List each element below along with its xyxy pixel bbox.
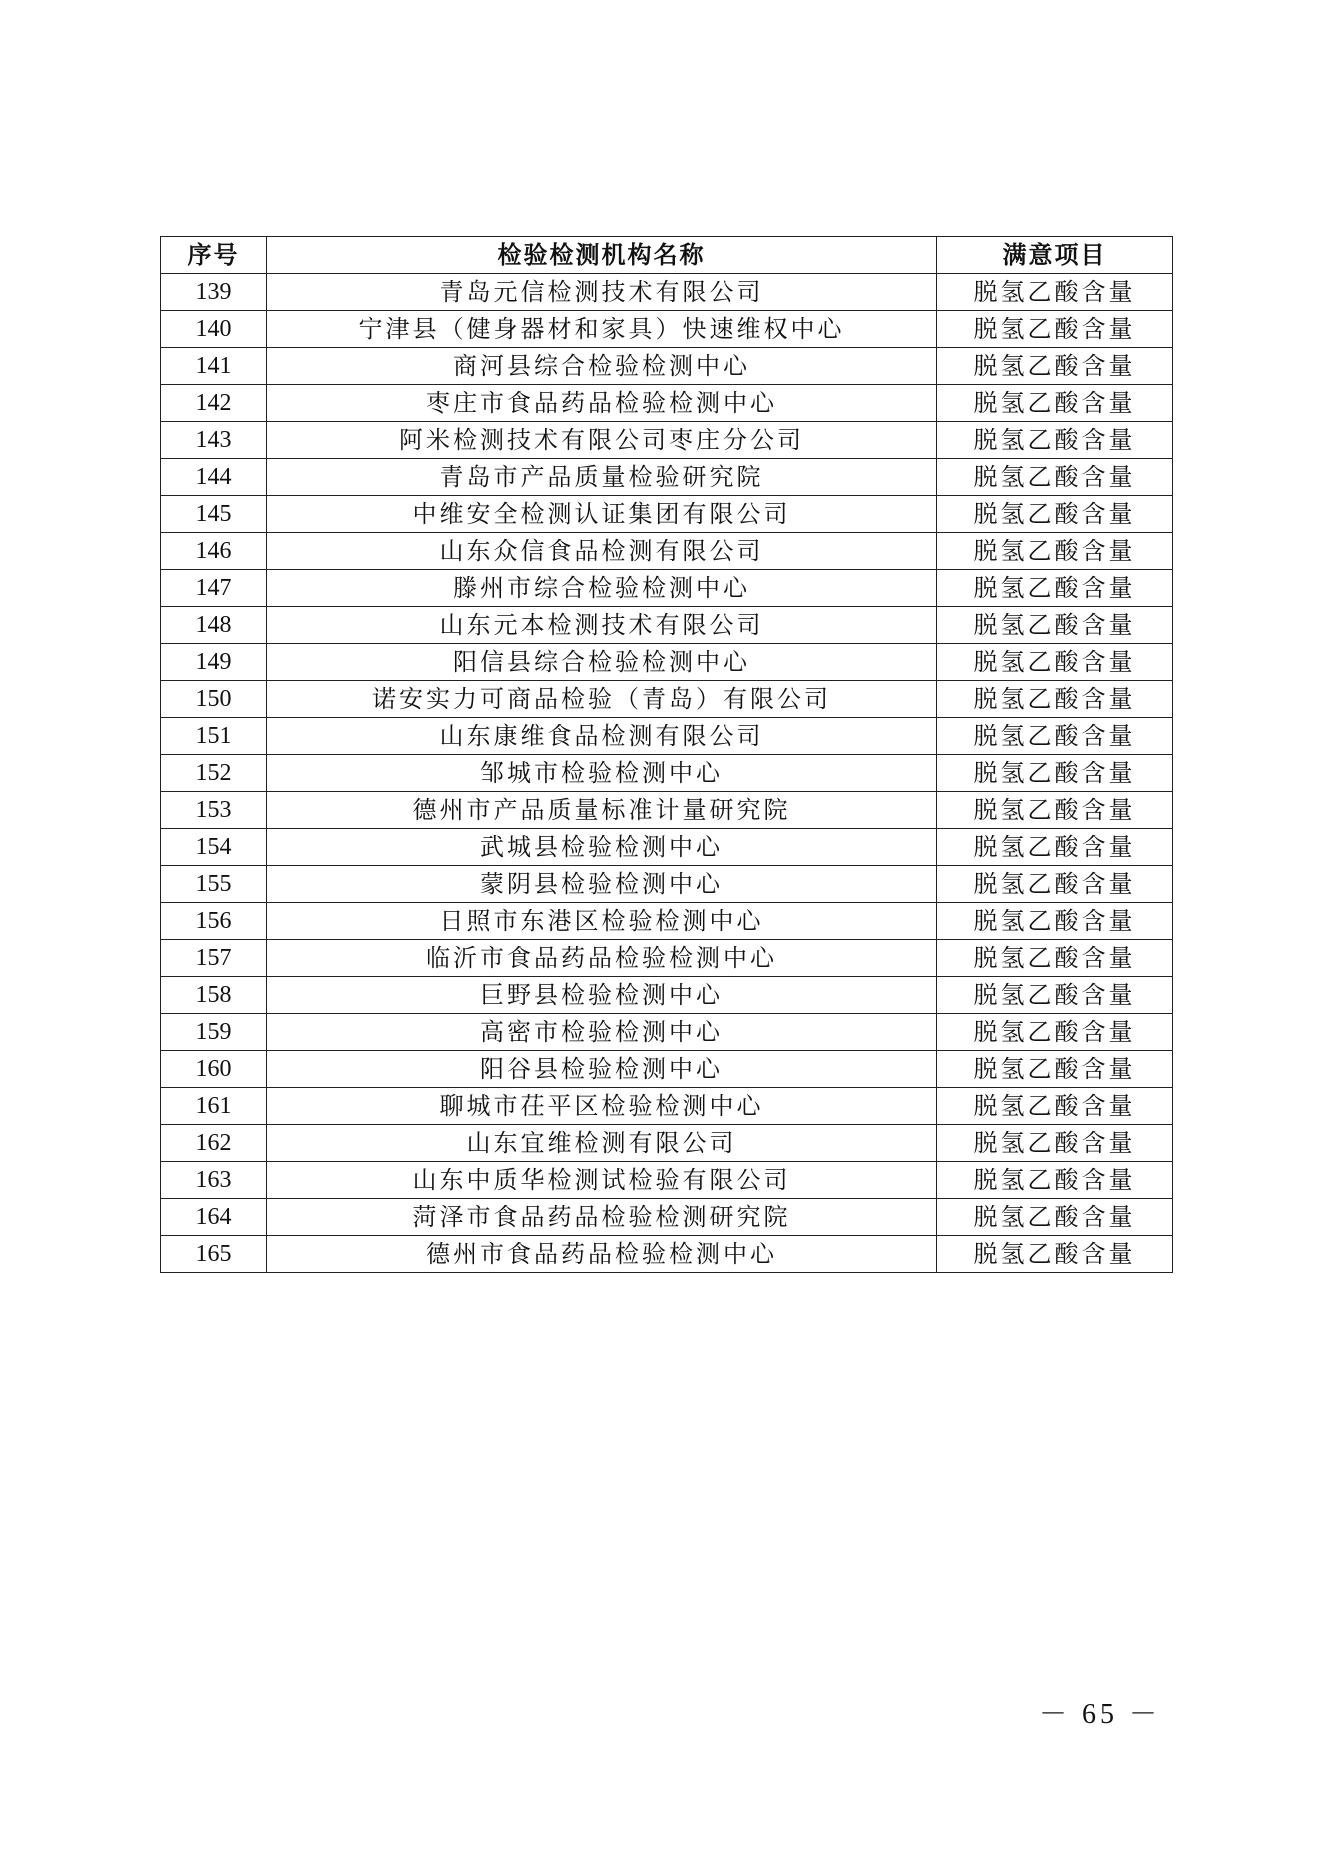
row-institution: 临沂市食品药品检验检测中心 (267, 940, 937, 977)
row-item: 脱氢乙酸含量 (937, 1051, 1173, 1088)
table-row (161, 903, 1173, 940)
row-index: 141 (161, 348, 267, 385)
row-institution: 阳谷县检验检测中心 (267, 1051, 937, 1088)
results-table (160, 236, 1173, 1273)
row-institution: 诺安实力可商品检验（青岛）有限公司 (267, 681, 937, 718)
row-institution: 邹城市检验检测中心 (267, 755, 937, 792)
row-index: 159 (161, 1014, 267, 1051)
row-institution: 山东众信食品检测有限公司 (267, 533, 937, 570)
table-row (161, 1236, 1173, 1273)
row-index: 155 (161, 866, 267, 903)
table-row (161, 1199, 1173, 1236)
row-index: 152 (161, 755, 267, 792)
row-institution: 滕州市综合检验检测中心 (267, 570, 937, 607)
row-institution: 巨野县检验检测中心 (267, 977, 937, 1014)
table-row (161, 977, 1173, 1014)
row-item: 脱氢乙酸含量 (937, 311, 1173, 348)
row-item: 脱氢乙酸含量 (937, 644, 1173, 681)
row-item: 脱氢乙酸含量 (937, 422, 1173, 459)
row-index: 163 (161, 1162, 267, 1199)
row-item: 脱氢乙酸含量 (937, 940, 1173, 977)
row-index: 161 (161, 1088, 267, 1125)
header-index: 序号 (161, 237, 267, 274)
table-row (161, 718, 1173, 755)
row-institution: 高密市检验检测中心 (267, 1014, 937, 1051)
table-row (161, 644, 1173, 681)
row-institution: 山东康维食品检测有限公司 (267, 718, 937, 755)
row-item: 脱氢乙酸含量 (937, 829, 1173, 866)
row-index: 153 (161, 792, 267, 829)
table-row (161, 274, 1173, 311)
row-item: 脱氢乙酸含量 (937, 1199, 1173, 1236)
header-institution: 检验检测机构名称 (267, 237, 937, 274)
table-row (161, 570, 1173, 607)
page-number: － 65 － (1038, 1699, 1161, 1730)
row-item: 脱氢乙酸含量 (937, 1162, 1173, 1199)
row-item: 脱氢乙酸含量 (937, 1014, 1173, 1051)
row-index: 150 (161, 681, 267, 718)
table-row (161, 607, 1173, 644)
row-index: 160 (161, 1051, 267, 1088)
row-index: 144 (161, 459, 267, 496)
row-index: 139 (161, 274, 267, 311)
row-institution: 日照市东港区检验检测中心 (267, 903, 937, 940)
row-item: 脱氢乙酸含量 (937, 348, 1173, 385)
row-index: 151 (161, 718, 267, 755)
row-institution: 德州市产品质量标准计量研究院 (267, 792, 937, 829)
row-institution: 山东中质华检测试检验有限公司 (267, 1162, 937, 1199)
table-row (161, 348, 1173, 385)
row-index: 147 (161, 570, 267, 607)
header-item: 满意项目 (937, 237, 1173, 274)
table-row (161, 755, 1173, 792)
row-index: 146 (161, 533, 267, 570)
row-item: 脱氢乙酸含量 (937, 274, 1173, 311)
row-item: 脱氢乙酸含量 (937, 755, 1173, 792)
row-index: 158 (161, 977, 267, 1014)
row-institution: 阿米检测技术有限公司枣庄分公司 (267, 422, 937, 459)
row-item: 脱氢乙酸含量 (937, 977, 1173, 1014)
row-institution: 青岛元信检测技术有限公司 (267, 274, 937, 311)
table-row (161, 459, 1173, 496)
table-row (161, 829, 1173, 866)
row-item: 脱氢乙酸含量 (937, 1125, 1173, 1162)
table-row (161, 681, 1173, 718)
table-row (161, 385, 1173, 422)
row-item: 脱氢乙酸含量 (937, 570, 1173, 607)
row-index: 148 (161, 607, 267, 644)
row-item: 脱氢乙酸含量 (937, 1088, 1173, 1125)
row-index: 145 (161, 496, 267, 533)
row-institution: 山东宜维检测有限公司 (267, 1125, 937, 1162)
row-institution: 枣庄市食品药品检验检测中心 (267, 385, 937, 422)
table-row (161, 311, 1173, 348)
row-item: 脱氢乙酸含量 (937, 533, 1173, 570)
table-row (161, 866, 1173, 903)
row-item: 脱氢乙酸含量 (937, 681, 1173, 718)
row-item: 脱氢乙酸含量 (937, 866, 1173, 903)
row-institution: 商河县综合检验检测中心 (267, 348, 937, 385)
row-institution: 聊城市茌平区检验检测中心 (267, 1088, 937, 1125)
row-index: 156 (161, 903, 267, 940)
row-index: 154 (161, 829, 267, 866)
table-header-row (161, 237, 1173, 274)
row-institution: 蒙阴县检验检测中心 (267, 866, 937, 903)
row-item: 脱氢乙酸含量 (937, 718, 1173, 755)
row-item: 脱氢乙酸含量 (937, 496, 1173, 533)
row-item: 脱氢乙酸含量 (937, 607, 1173, 644)
row-index: 162 (161, 1125, 267, 1162)
table-row (161, 422, 1173, 459)
row-index: 157 (161, 940, 267, 977)
table-body (161, 274, 1173, 1273)
row-institution: 武城县检验检测中心 (267, 829, 937, 866)
row-index: 140 (161, 311, 267, 348)
row-item: 脱氢乙酸含量 (937, 792, 1173, 829)
table-row (161, 792, 1173, 829)
row-institution: 中维安全检测认证集团有限公司 (267, 496, 937, 533)
row-institution: 德州市食品药品检验检测中心 (267, 1236, 937, 1273)
table-row (161, 1125, 1173, 1162)
row-institution: 宁津县（健身器材和家具）快速维权中心 (267, 311, 937, 348)
table-row (161, 940, 1173, 977)
row-item: 脱氢乙酸含量 (937, 385, 1173, 422)
row-institution: 阳信县综合检验检测中心 (267, 644, 937, 681)
table-row (161, 1051, 1173, 1088)
row-institution: 青岛市产品质量检验研究院 (267, 459, 937, 496)
row-index: 149 (161, 644, 267, 681)
row-item: 脱氢乙酸含量 (937, 1236, 1173, 1273)
row-institution: 山东元本检测技术有限公司 (267, 607, 937, 644)
table-row (161, 533, 1173, 570)
table-row (161, 496, 1173, 533)
row-item: 脱氢乙酸含量 (937, 459, 1173, 496)
row-index: 143 (161, 422, 267, 459)
row-index: 164 (161, 1199, 267, 1236)
row-item: 脱氢乙酸含量 (937, 903, 1173, 940)
table-row (161, 1014, 1173, 1051)
row-institution: 菏泽市食品药品检验检测研究院 (267, 1199, 937, 1236)
table-row (161, 1162, 1173, 1199)
row-index: 142 (161, 385, 267, 422)
row-index: 165 (161, 1236, 267, 1273)
table-row (161, 1088, 1173, 1125)
